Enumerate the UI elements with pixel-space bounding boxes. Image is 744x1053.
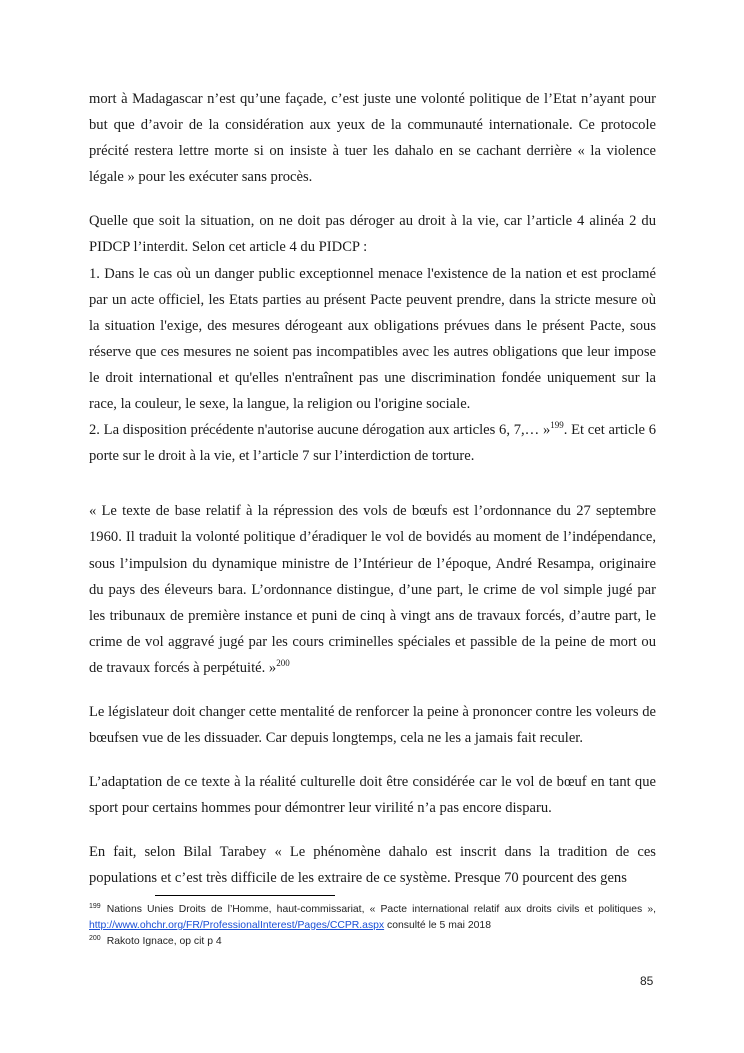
quote-text: « Le texte de base relatif à la répression des vols de bœufs est l’ordonnance du 27 septembre 1960. Il traduit la volonté politique d’éradiquer le vol de bovidés au moment de l’indépendance, sous l’impulsion du dynamique ministre de l’Intérieur de l’époque, André Resampa, originaire du pays des éleveurs bara. L’ordonnance distingue, d’une part, le crime de vol simple jugé par les tribunaux de première instance et puni de cinq à vingt ans de travaux forcés, d’autre part, le crime de vol aggravé jugé par les cours criminelles spéciales et passible de la peine de mort ou de travaux forcés à perpétuité. » xyxy=(89,503,656,676)
paragraph-4-end: . Et cet article 6 porte sur le droit à la vie, et l’article 7 sur l’interdiction de torture. xyxy=(89,422,656,465)
footnote-separator xyxy=(155,895,335,896)
footnote-ref-199[interactable]: 199 xyxy=(550,420,564,431)
paragraph-6: Le législateur doit changer cette mentalité de renforcer la peine à prononcer contre les voleurs de bœufsen vue de les dissuader. Car depuis longtemps, cela ne les a jamais fait reculer. xyxy=(89,703,656,747)
footnote-199-tail: consulté le 5 mai 2018 xyxy=(384,920,491,931)
paragraph-3: 1. Dans le cas où un danger public exceptionnel menace l'existence de la nation et est proclamé par un acte officiel, les Etats parties au présent Pacte peuvent prendre, dans la stricte mesure où la situation l'exige, des mesures dérogeant aux obligations prévues dans le présent Pacte, sous réserve que ces mesures ne soient pas incompatibles avec les autres obligations que leur impose le droit international et qu'elles n'entraînent pas une discrimination fondée uniquement sur la race, la couleur, le sexe, la langue, la religion ou l'origine sociale. xyxy=(89,265,656,413)
paragraph-4-start: 2. La disposition précédente n'autorise aucune dérogation aux articles 6, 7,… » xyxy=(89,422,551,439)
paragraph-4 xyxy=(89,417,656,469)
quote-paragraph xyxy=(89,498,656,681)
main-text xyxy=(89,86,656,892)
paragraph-8: En fait, selon Bilal Tarabey « Le phénomène dahalo est inscrit dans la tradition de ces populations et c’est très difficile de les extraire de ce système. Presque 70 pourcent des gens xyxy=(89,844,656,887)
footnote-200-text: Rakoto Ignace, op cit p 4 xyxy=(106,936,222,947)
paragraph-7: L’adaptation de ce texte à la réalité culturelle doit être considérée car le vol de bœuf en tant que sport pour certains hommes pour démontrer leur virilité n’a pas encore disparu. xyxy=(89,774,656,817)
page-number: 85 xyxy=(640,974,654,988)
footnote-200 xyxy=(89,934,656,950)
footnote-200-number: 200 xyxy=(89,934,101,942)
paragraph-2: Quelle que soit la situation, on ne doit pas déroger au droit à la vie, car l’article 4 alinéa 2 du PIDCP l’interdit. Selon cet article 4 du PIDCP : xyxy=(89,213,656,256)
footnote-199-link[interactable]: http://www.ohchr.org/FR/ProfessionalInterest/Pages/CCPR.aspx xyxy=(89,920,385,931)
footnote-199-number: 199 xyxy=(89,902,101,910)
footnote-199-text: Nations Unies Droits de l’Homme, haut-commissariat, « Pacte international relatif aux droits civils et politiques », xyxy=(106,904,656,915)
paragraph-1: mort à Madagascar n’est qu’une façade, c’est juste une volonté politique de l’Etat n’ayant pour but que d’avoir de la considération aux yeux de la communauté internationale. Ce protocole précité restera lettre morte si on insiste à tuer les dahalo en se cachant derrière « la violence légale » pour les exécuter sans procès. xyxy=(89,91,656,186)
footnotes xyxy=(89,902,656,950)
footnote-199 xyxy=(89,902,656,934)
footnote-ref-200[interactable]: 200 xyxy=(276,658,290,669)
